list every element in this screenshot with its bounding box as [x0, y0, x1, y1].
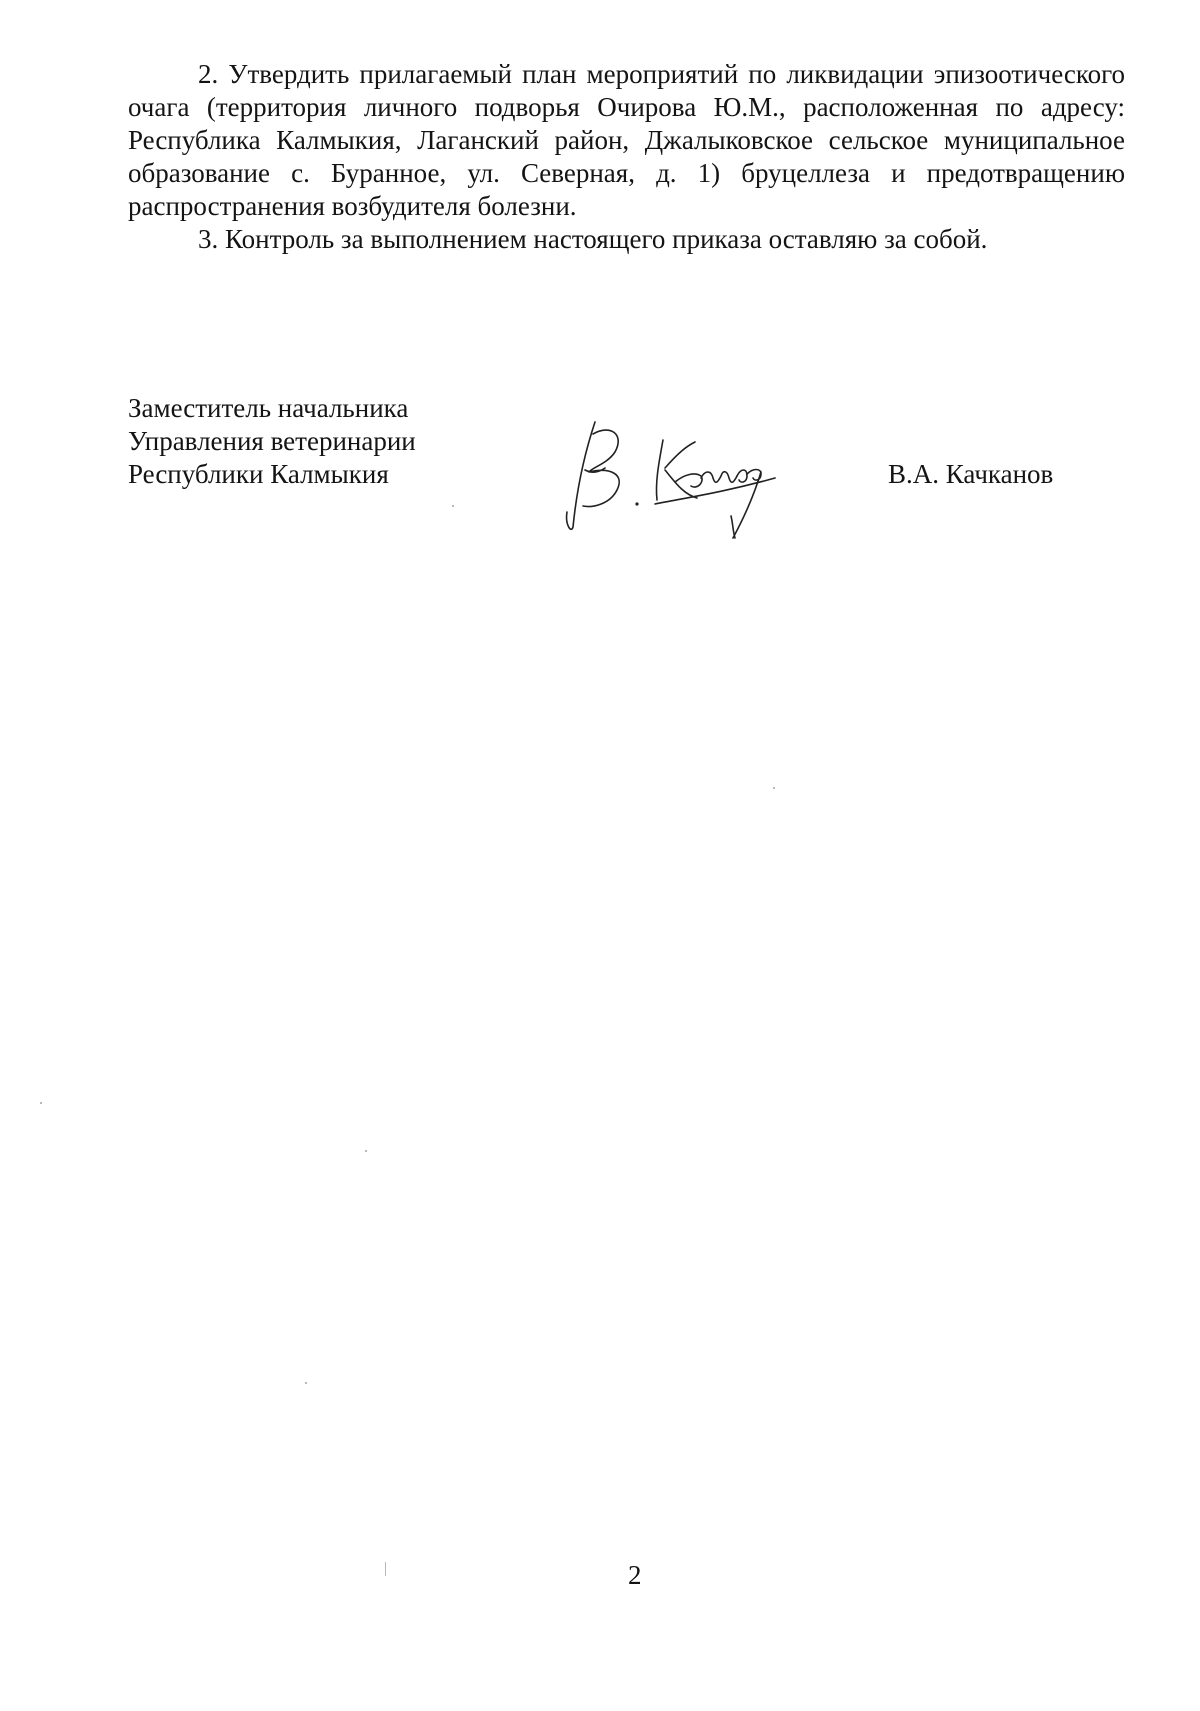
scan-speck — [305, 1382, 307, 1384]
scan-speck — [452, 505, 454, 507]
signatory-title-line: Управления ветеринарии — [128, 426, 416, 456]
scan-speck — [385, 1562, 386, 1576]
scan-speck — [365, 1150, 367, 1152]
signatory-title — [128, 392, 416, 491]
document-body — [128, 58, 1125, 256]
signatory-title-line: Заместитель начальника — [128, 393, 409, 423]
paragraph-approve-plan: 2. Утвердить прилагаемый план мероприятий по ликвидации эпизоотического очага (территория личного подворья Очирова Ю.М., расположенная по адресу: Республика Калмыкия, Лаганский район, Джалыковское сельское муниципальное образование с. Буранное, ул. Северная, д. 1) бруцеллеза и предотвращению распространения возбудителя болезни. — [128, 59, 1125, 221]
paragraph-control: 3. Контроль за выполнением настоящего приказа оставляю за собой. — [198, 224, 988, 254]
signatory-title-line: Республики Калмыкия — [128, 459, 389, 489]
scan-speck — [773, 787, 775, 789]
scan-speck — [40, 1102, 42, 1104]
handwritten-signature-icon — [555, 412, 785, 542]
page-number: 2 — [628, 1560, 642, 1590]
signatory-name: В.А. Качканов — [888, 459, 1054, 489]
